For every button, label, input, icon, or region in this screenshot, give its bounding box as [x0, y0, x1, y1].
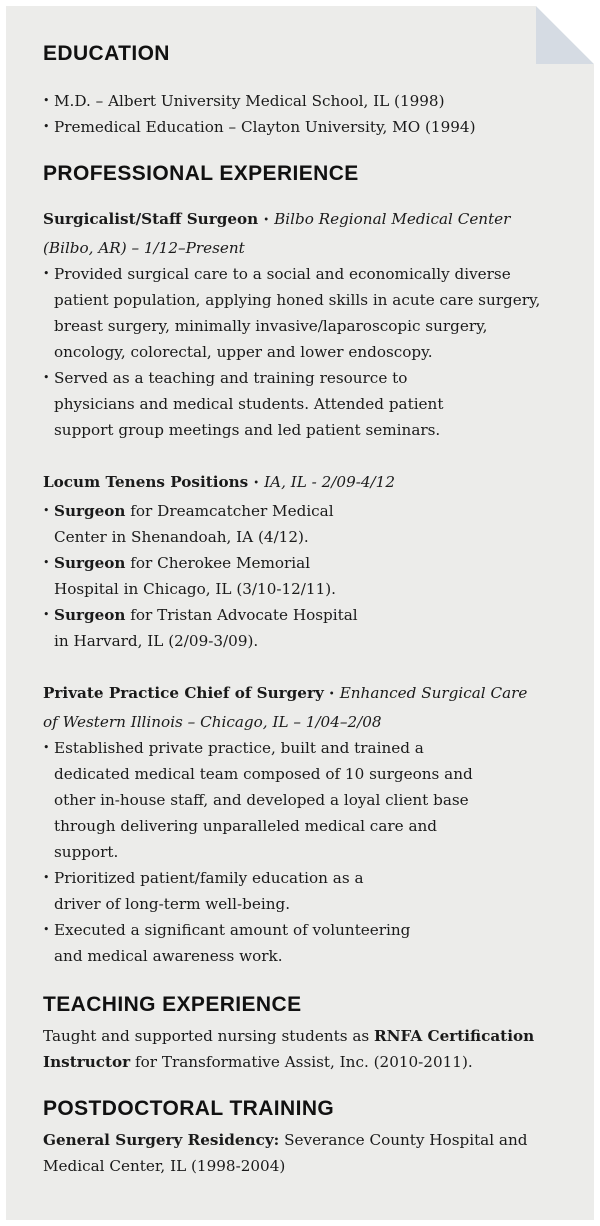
job-bullet: • Provided surgical care to a social and economically diverse patient population, applying honed skills in acute care surgery, breast surgery, minimally invasive/laparoscopic surgery, oncology, colorectal, upper and lower endoscopy.: [43, 261, 543, 365]
job-title: Surgicalist/Staff Surgeon: [43, 210, 259, 228]
job-bullet: [43, 602, 373, 654]
job-header: [43, 469, 543, 498]
education-list: [43, 88, 543, 140]
page-corner-fold: [536, 6, 594, 64]
teaching-text-after: for Transformative Assist, Inc. (2010-2011).: [130, 1053, 473, 1071]
postdoc-detail: Severance County Hospital and Medical Center, IL (1998-2004): [43, 1131, 528, 1175]
postdoc-text: [43, 1127, 543, 1179]
job-header: [43, 680, 543, 735]
job-bullets: [43, 261, 543, 443]
postdoc-program: General Surgery Residency:: [43, 1131, 280, 1149]
job-bullet: • Served as a teaching and training resource to physicians and medical students. Attended patient support group meetings and led patient seminars.: [43, 365, 543, 443]
job-bullet: [43, 550, 373, 602]
education-item: • M.D. – Albert University Medical School, IL (1998): [43, 88, 543, 114]
job-entry: [43, 469, 543, 654]
job-header: [43, 206, 543, 261]
teaching-role: RNFA Certification Instructor: [43, 1027, 535, 1071]
teaching-text: [43, 1023, 543, 1075]
job-bullet: • Prioritized patient/family education as a driver of long-term well-being.: [43, 865, 543, 917]
job-title: Locum Tenens Positions: [43, 473, 249, 491]
job-meta: Enhanced Surgical Care of Western Illinois – Chicago, IL – 1/04–2/08: [43, 684, 528, 731]
role-label: Surgeon: [54, 554, 126, 572]
education-item: • Premedical Education – Clayton University, MO (1994): [43, 114, 543, 140]
teaching-heading: TEACHING EXPERIENCE: [43, 993, 302, 1016]
postdoc-heading: POSTDOCTORAL TRAINING: [43, 1097, 335, 1120]
experience-heading: PROFESSIONAL EXPERIENCE: [43, 162, 359, 185]
bullet-separator: •: [263, 215, 270, 226]
job-bullet: • Executed a significant amount of volunteering and medical awareness work.: [43, 917, 543, 969]
job-entry: [43, 680, 543, 969]
bullet-separator: •: [328, 689, 335, 700]
role-label: Surgeon: [54, 606, 126, 624]
job-bullet: [43, 498, 373, 550]
job-entry: [43, 206, 543, 443]
education-heading: EDUCATION: [43, 42, 170, 65]
role-detail: for Tristan Advocate Hospital in Harvard, IL (2/09-3/09).: [54, 606, 358, 650]
resume-page: [6, 6, 594, 1220]
job-bullets: [43, 498, 543, 654]
job-meta: Bilbo Regional Medical Center (Bilbo, AR) – 1/12–Present: [43, 210, 511, 257]
role-detail: for Cherokee Memorial Hospital in Chicago, IL (3/10-12/11).: [54, 554, 337, 598]
bullet-separator: •: [253, 478, 260, 489]
job-bullets: [43, 735, 543, 969]
role-label: Surgeon: [54, 502, 126, 520]
resume-content: [43, 42, 543, 1179]
job-meta: IA, IL - 2/09-4/12: [264, 473, 395, 491]
teaching-text-before: Taught and supported nursing students as: [43, 1027, 375, 1045]
role-detail: for Dreamcatcher Medical Center in Shenandoah, IA (4/12).: [54, 502, 334, 546]
job-title: Private Practice Chief of Surgery: [43, 684, 324, 702]
job-bullet: • Established private practice, built and trained a dedicated medical team composed of 10 surgeons and other in-house staff, and developed a loyal client base through delivering unparalleled medical care and support.: [43, 735, 543, 865]
